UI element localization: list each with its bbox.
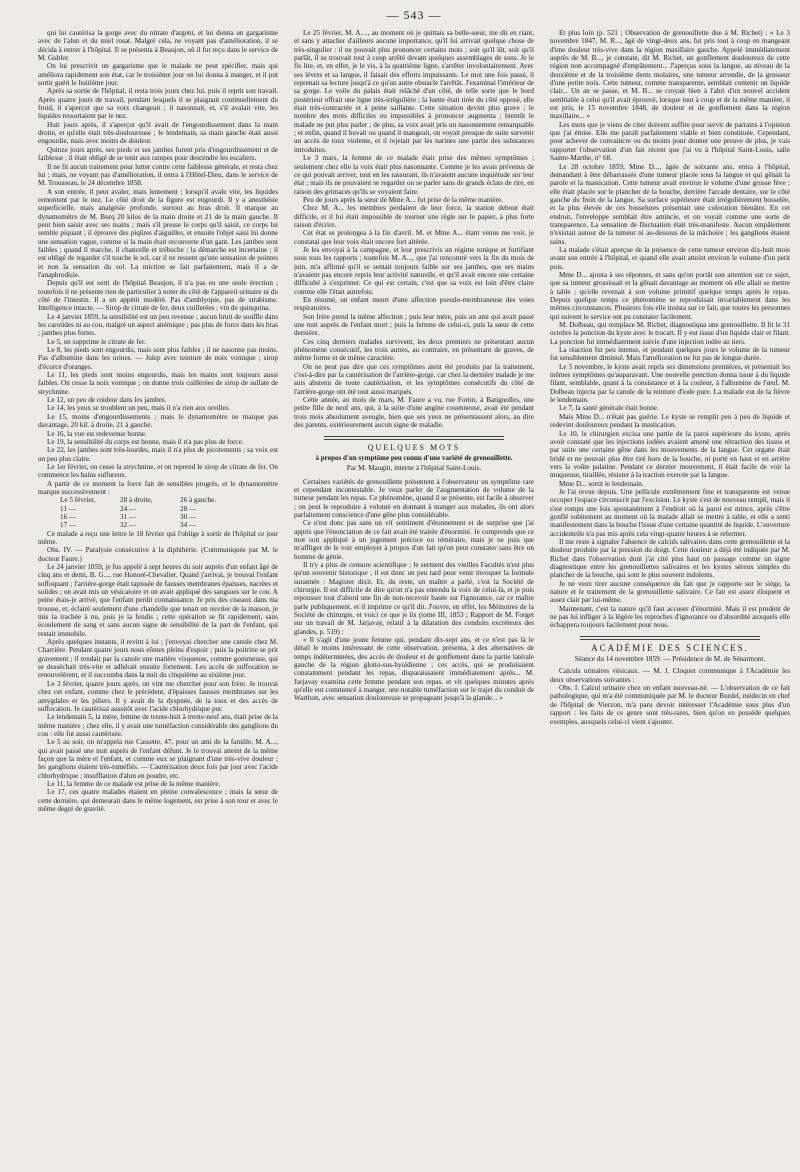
dynamometer-table	[38, 496, 278, 529]
table-cell: 28 à droite,	[120, 496, 153, 505]
paragraph: « Il s'agit d'une jeune femme qui, pendant dix-sept ans, et ce n'est pas là le détail le moins intéressant de cette observation, présenta, à des alternatives de temps indéterminées, des accès de douleur et de gonflement dans la partie latérale gauche de la région glotto-sus-hyoïdienne ; ces accès, qui se produisaient constamment pendant les repas, disparaissaient immédiatement après... M. Jarjavay examina cette femme pendant son repas, et vit quelques minutes après qu'elle eut commencé à manger, une notable tuméfaction sur le trajet du conduit de Warthon, avec sensation douloureuse se propageant jusqu'à la glande... »	[294, 636, 534, 703]
section-subtitle: à propos d'un symptôme peu connu d'une variété de grenouillette.	[315, 453, 513, 462]
table-row	[38, 505, 278, 513]
paragraph: Je les envoyai à la campagne, et leur prescrivis un régime tonique et fortifiant sous tous les rapports ; toutefois M. A..., que j'ai rencontré vers la fin du mois de juin, m'a affirmé qu'il se sentait toujours faible sur ses jambes, que ses mains n'avaient pas encore repris leur activité naturelle, et qu'il avait encore une certaine difficulté à s'exprimer. Ce qui est certain, c'est que sa voix est loin d'être claire comme elle l'était autrefois.	[294, 245, 534, 296]
table-cell: 30 —	[180, 512, 197, 521]
paragraph: La malade s'était aperçue de la présence de cette tumeur environ dix-huit mois avant son entrée à l'hôpital, et quand elle avait atteint environ le volume d'un petit pois.	[550, 245, 790, 271]
paragraph: Obs. I. Calcul urinaire chez un enfant nouveau-né. — L'observation de ce fait pathologique, qui m'a été communiquée par M. le docteur Burdel, médecin en chef de l'hôpital de Vierzon, m'a paru devoir intéresser l'Académie sous plus d'un rapport : les faits de ce genre sont très-rares, bien qu'on en possède quelques exemples, auxquels celui-ci vient s'ajouter.	[550, 684, 790, 726]
table-cell: 11 —	[60, 504, 76, 513]
column-2-article-text	[294, 478, 534, 703]
paragraph: Le 11, les pieds sont moins engourdis, mais les mains sont toujours aussi faibles. On cesse la noix vomique ; on donne trois cuillerées de sirop de sulfate de strychnine.	[38, 371, 278, 396]
paragraph: Certaines variétés de grenouillette présentent à l'observateur un symptôme rare et cependant incontestable. Je veux parler de l'augmentation de volume de la tumeur pendant les repas. Ce phénomène, quand il se présente, est facile à observer ; on peut le reproduire à volonté en donnant à manger aux malades, ils ont alors parfaitement conscience d'une gêne plus considérable.	[294, 477, 534, 519]
paragraph: Le 5 au soir, on m'appela rue Cassette, 47, pour un ami de la famille, M. A..., qui avait passé une nuit auprès de l'enfant défunt. Je le trouvai atteint de la même façon que la mère et l'enfant, et comme eux se plaignant d'une très-vive douleur ; les ganglions étaient très-tuméfiés. — Cautérisation deux fois par jour avec l'acide chlorhydrique ; insufflation d'alun en poudre, etc.	[38, 738, 278, 780]
paragraph: Le 16, la vue est redevenue bonne.	[47, 429, 147, 438]
paragraph: Chez M. A... les membres perdaient de leur force, la station debout était difficile, et il lui était impossible de tourner une règle sur le papier, à plus forte raison d'écrire.	[294, 204, 534, 229]
paragraph: Je l'ai revue depuis. Une pellicule extrêmement fine et transparente est venue occuper l'espace circonscrit par l'excision. Le kyste s'est de nouveau rempli, mais il s'est rompu une fois spontanément à l'endroit où la paroi est mince, après s'être gonflé subitement au moment où la malade allait se mettre à table, et elle a senti manifestement dans la bouche l'issue d'une certaine quantité de liquide. L'ouverture accidentelle n'a pas mis après cela vingt-quatre heures à se refermer.	[550, 487, 790, 538]
paragraph: Et plus loin (p. 521 ; Observation de grenouillette due à M. Richet) : « Le 3 novembre 1847, M. R..., âgé de vingt-deux ans, fut pris tout à coup en mangeant d'une douleur très-vive dans la région maxillaire gauche. Appelé immédiatement auprès de M. B..., je constate, dit M. Richet, un gonflement douloureux de cette région non accompagné d'empâtement... J'aperçus sous la langue, au niveau de la deuxième et de la troisième dents molaires, une tumeur arrondie, de la grosseur d'une petite noix. Cette tumeur, comme transparente, semblait contenir un liquide clair... Un an se passe, et M. B... se croyait bien à l'abri d'un nouvel accident semblable à celui qu'il avait éprouvé, lorsque tout à coup et de la même manière, il est pris, le 15 novembre 1848, de douleur et de gonflement dans la région maxillaire... »	[550, 29, 790, 121]
table-cell: 32 —	[120, 521, 137, 530]
column-3	[550, 29, 790, 1167]
table-row	[38, 496, 278, 504]
paragraph: Le 1er février, on cesse la strychnine, et on reprend le sirop de citrate de fer. On commence les bains sulfureux.	[38, 462, 278, 480]
paragraph: qui lui cautérisa la gorge avec du nitrate d'argent, et lui donna un gargarisme avec de l'alun et du miel rosat. Malgré cela, ne voyant pas d'amélioration, il se décida à entrer à l'hôpital. Il se présenta à Beaujon, où il fut reçu dans le service de M. Gubler.	[38, 29, 278, 63]
paragraph: Le 19, la sensibilité du corps est bonne, mais il n'a pas plus de force.	[47, 437, 244, 446]
paragraph: Le 24 janvier 1859, je fus appelé à sept heures du soir auprès d'un enfant âgé de cinq ans et demi, B. G..., rue Honoré-Chevalier. Quand j'arrivai, je trouvai l'enfant suffoquant ; l'arrière-gorge était tapissée de fausses membranes épaisses, nacrées et solides ; on avait mis un vésicatoire et on avait appliqué des sangsues sur le cou. A peine étais-je arrivé, que l'enfant perdit connaissance. Je pris des ciseaux dans ma trousse, et, éclairé seulement d'une chandelle que tenait un ouvrier de la maison, je mis la trachée à nu, puis je la fendis ; cette opération se fit rapidement, sans écoulement de sang et sans aucun signe de sensibilité de la part de l'enfant, qui restait immobile.	[38, 563, 278, 638]
table-cell: 16 —	[60, 512, 77, 521]
paragraph: Huit jours après, il s'aperçut qu'il avait de l'engourdissement dans la main droite, et qu'elle était très-douloureuse ; le lendemain, sa main gauche était aussi engourdie, mais avec moins de douleur.	[38, 120, 278, 146]
section-author: Par M. Maugin, interne à l'hôpital Saint-Louis.	[346, 464, 482, 473]
paragraph: Mais Mme D... n'était pas guérie. Le kyste se remplit peu à peu de liquide et redevint douloureux pendant la mastication.	[550, 412, 790, 430]
table-cell: 26 à gauche.	[180, 496, 217, 505]
paragraph: Le 14, les yeux se troublent un peu, mais il n'a rien aux oreilles.	[47, 404, 231, 413]
paragraph: Peu de jours après la sœur de Mme A... fut prise de la même manière.	[303, 195, 503, 204]
paragraph: Depuis qu'il est sorti de l'hôpital Beaujon, il n'a pas eu une seule érection ; toutefois il ne présente rien de particulier à noter du côté de l'appareil urinaire ni du côté de l'intestin. Il a un appétit modéré. Pas d'amblyopie, pas de strabisme. Intelligence intacte. — Sirop de citrate de fer, deux cuillerées ; vin de quinquina.	[38, 279, 278, 313]
column-1-text-continued	[38, 530, 278, 814]
table-cell: Le 5 février,	[60, 496, 96, 505]
paragraph: Le 8, les pieds sont engourdis, mais sont plus faibles ; il ne nasonne pas moins. Pas d'albumine dans les urines. — Julep avec teinture de noix vomique ; sirop d'écorce d'oranges.	[38, 346, 278, 371]
paragraph: Obs. IV. — Paralysie consécutive à la diphthérie. (Communiquée par M. le docteur Faure.)	[38, 546, 278, 563]
table-cell: 34 —	[180, 521, 197, 530]
column-2	[294, 29, 534, 1167]
paragraph: La réaction fut peu intense, et pendant quelques jours le volume de la tumeur fut sensiblement diminué. Mais l'amélioration ne fut pas de longue durée.	[550, 346, 790, 363]
paragraph: Le 10, le chirurgien excisa une partie de la paroi supérieure du kyste, après avoir constaté que les injections iodées avaient amené une rétraction des tissus et par suite une certaine gêne dans les mouvements de la langue. Cet organe était bridé et ne pouvait plus être tiré hors de la bouche, ni porté en haut et en arrière vers la voûte palatine. Pendant ce dernier mouvement, il était facile de voir la muqueuse, tiraillée, résister à la traction exercée par la langue.	[550, 429, 790, 480]
paragraph: Cette année, au mois de mars, M. Faure a vu, rue Fortin, à Batignolles, une petite fille de neuf ans, qui, à la suite d'une angine couenneuse, avait été pendant trois mois absolument aveugle, bien que ses yeux ne présentassent alors, au dire des parents, extérieurement aucun signe de maladie.	[294, 396, 534, 430]
paragraph: Maintenant, c'est la nature qu'il faut accuser d'énormité. Mais il est prudent de ne pas lui infliger à la légère les reproches d'ignorance ou d'absurdité auxquels elle échappera toujours facilement pour nous.	[550, 604, 790, 630]
table-row	[38, 521, 278, 529]
paragraph: Le 15, moins d'engourdissements ; mais le dynamomètre ne marque pas davantage, 20 kil. à droite, 21 à gauche.	[38, 412, 278, 430]
paragraph: Le 17, ces quatre malades étaient en pleine convalescence ; mais la sœur de cette dernière, qui demeurait dans le même logement, est prise à son tour et avec le même degré de gravité.	[38, 788, 278, 813]
paragraph: Le 28 octobre 1859, Mme D..., âgée de soixante ans, entra à l'hôpital, demandant à être débarrassée d'une tumeur placée sous la langue et qui gênait la parole et la mastication. Cette tumeur avait environ le volume d'une grosse fève ; elle était placée sur le plancher de la bouche, derrière l'arcade dentaire, sur le côté gauche du frein de la langue. Sa surface supérieure était irrégulièrement bosselée, et la plus élevée de ces bosselures présentait une coloration bleuâtre. En cet endroit, l'enveloppe semblait être amincie, et on voyait comme une sorte de transparence. La sensation de fluctuation était très-manifeste. Aucun empâtement n'existait autour de la tumeur ni au-dessous de la mâchoire ; les ganglions étaient sains.	[550, 162, 790, 246]
paragraph: Le 22, les jambes sont très-lourdes, mais il n'a plus de picotements ; sa voix est un peu plus claire.	[38, 446, 278, 463]
table-row	[38, 513, 278, 521]
paragraph: A son entrée, il peut avaler, mais lentement ; lorsqu'il avale vite, les liquides remontent par le nez. Le côté droit de la figure est engourdi. Il y a anesthésie superficielle, mais analgésie profonde, surtout au bras droit. Il marque au dynamomètre de M. Burq 20 kilos de la main droite et 21 de la main gauche. Il peut bien saisir avec ses mains ; mais s'il presse le corps qu'il saisit, ce corps lui semble piquant ; il éprouve des piqûres d'aiguilles, et ensuite l'objet saisi lui donne une sensation vague, comme si la main était recouverte d'un gant. Les jambes sont faibles ; quand il marche, il chancelle et trébuche ; la démarche est incertaine ; il est obligé de regarder s'il touche le sol, car il ne ressent qu'une sensation de pointes et non la sensation du sol. La miction se fait parfaitement, mais il a de l'anaphrodisie.	[38, 187, 278, 279]
paragraph: Cet état se prolongea à la fin d'avril. M. et Mme A... étant venus me voir, je constatai que leur voix était encore fort altérée.	[294, 229, 534, 246]
columns	[38, 29, 790, 1167]
academy-divider	[580, 636, 760, 640]
academy-session: Séance du 14 novembre 1859. — Présidence de M. de Sénarmont.	[574, 655, 766, 664]
table-cell: 24 —	[120, 504, 137, 513]
column-1-text	[38, 29, 278, 496]
paragraph: Quinze jours après, ses pieds et ses jambes furent pris d'engourdissement et de faiblesse ; il était obligé de se tenir aux rampes pour descendre les escaliers.	[38, 145, 278, 163]
paragraph: Calculs urinaires vésicaux. — M. J. Cloquet communique à l'Académie les deux observations suivantes :	[550, 667, 790, 684]
paragraph: Son frère prend la même affection ; puis leur mère, puis un ami qui avait passé une nuit auprès de l'enfant mort ; puis la femme de celui-ci, puis la sœur de cette dernière.	[294, 312, 534, 338]
paragraph: En résumé, un enfant meurt d'une affection pseudo-membraneuse des voies respiratoires.	[294, 296, 534, 313]
paragraph: Ce malade a reçu une lettre le 18 février qui l'oblige à sortir de l'hôpital ce jour même.	[38, 529, 278, 546]
paragraph: Ces cinq derniers malades survivent, les deux premiers ne présentant aucun phénomène consécutif, les trois autres, au contraire, en présentant de graves, de même forme et de même caractère.	[294, 337, 534, 363]
paragraph: Mme D... ajouta à ses réponses, et sans qu'on portât son attention sur ce sujet, que sa tumeur grossissait et la gênait davantage au moment où elle allait se mettre à table ; qu'elle revenait à son volume primitif quelque temps après le repas. Depuis quelque temps ce phénomène se reproduisait invariablement dans les mêmes circonstances. Plusieurs fois elle insista sur ce fait, que toutes les personnes qui suivent le service ont pu constater facilement.	[550, 270, 790, 321]
paragraph: Le 4 janvier 1859, la sensibilité est un peu revenue ; aucun bruit de souffle dans les carotides ni au cou, malgré un aspect anémique ; pas plus de force dans les bras ; jambes plus fortes.	[38, 312, 278, 338]
column-3-text	[550, 29, 790, 630]
paragraph: Après sa sortie de l'hôpital, il resta trois jours chez lui, puis il reprit son travail. Après quatre jours de travail, pendant lesquels il se plaignait continuellement du froid, il s'aperçut que sa voix changeait ; il nasonnait, et, s'il avalait vite, les liquides ressortaient par le nez.	[38, 87, 278, 121]
paragraph: Le 5, on supprime le citrate de fer.	[47, 337, 146, 346]
paragraph: Je ne veux tirer aucune conséquence du fait que je rapporte sur le siège, la nature et le traitement de la grenouillette salivaire. Ce fait est assez éloquent et assez clair par lui-même.	[550, 579, 790, 605]
paragraph: Les mots que je viens de citer doivent suffire pour servir de parrains à l'opinion que j'ai émise. Elle me paraît parfaitement viable et bien constituée. Cependant, pour achever de convaincre ou du moins pour donner une preuve de plus, je vais rapporter l'observation d'un fait récent que j'ai vu à l'hôpital Saint-Louis, salle Sainte-Marthe, n° 68.	[550, 120, 790, 163]
paragraph: Le 5 novembre, le kyste avait repris ses dimensions premières, et présentait les mêmes symptômes qu'auparavant. Une nouvelle ponction donna issue à du liquide filant, semblable, quant à la consistance et à la couleur, à l'albumine de l'œuf. M. Dolbeau injecta par la canule de la teinture d'iode pure. La malade eut de la fièvre le lendemain.	[550, 362, 790, 405]
section-divider	[324, 436, 504, 440]
column-1	[38, 29, 278, 1167]
paragraph: On ne peut pas dire que ces symptômes aient été produits par la traitement, c'est-à-dire par la cautérisation de l'arrière-gorge, car chez la dernière malade je me suis abstenu de toute cautérisation, et les symptômes consécutifs du côté de l'arrière-gorge ont été tout aussi marqués.	[294, 362, 534, 396]
page-number: — 543 —	[386, 8, 442, 22]
academy-title: ACADÉMIE DES SCIENCES.	[591, 642, 749, 653]
table-cell: 31 —	[120, 512, 137, 521]
paragraph: Le 11, la femme de ce malade est prise de la même manière.	[47, 779, 221, 788]
paragraph: M. Dolbeau, qui remplace M. Richet, diagnostiqua une grenouillette. Il fit le 31 octobre la ponction du kyste avec le trocart. Il y eut issue d'un liquide clair et filant. La ponction fut immédiatement suivie d'une injection iodée au tiers.	[550, 321, 790, 346]
table-cell: 17 —	[60, 521, 77, 530]
paragraph: Le lendemain 5, la mère, femme de trente-huit à trente-neuf ans, était prise de la même manière ; chez elle, il y avait une tuméfaction considérable des ganglions du cou : elle fut aussi cautérisée.	[38, 713, 278, 738]
section-title: QUELQUES MOTS	[367, 442, 461, 452]
table-cell: 28 —	[180, 504, 197, 513]
paragraph: A partir de ce moment la force fait de sensibles progrès, et le dynamomètre marque successivement :	[38, 479, 278, 496]
paragraph: Il me reste à signaler l'absence de calculs salivaires dans cette grenouillette et la douleur produite par la pression du doigt. Cette douleur a déjà été indiquée par M. Richet dans l'observation dont j'ai cité plus haut un passage comme un signe diagnostique entre les grenouillettes salivaires et les kystes séreux simples du plancher de la bouche, qui sont le plus souvent indolents.	[550, 537, 790, 580]
paragraph: Le 3 mars, la femme de ce malade était prise des mêmes symptômes ; seulement chez elle la voix était plus nasonnante. Comme je les avais prévenus de ce qui pouvait arriver, tout en les rassurant, ils n'avaient aucune inquiétude sur leur état ; mais ils ne pouvaient se regarder ou se parler sans de grands éclats de rire, en raison des grimaces qu'ils se voyaient faire.	[294, 154, 534, 196]
paragraph: Le 25 février, M. A...., au moment où je quittais sa belle-sœur, me dit en riant, et sans y attacher d'ailleurs aucune importance, qu'il lui arrivait quelque chose de très-singulier : il ne pouvait plus prononcer certains mots ; soit qu'il lût, soit qu'il parlât, il se trouvait tout à coup arrêté devant quelques assemblages de sons. Je le fis lire, et, en effet, je le vis, à la quatrième ligne, s'arrêter involontairement. Avec ses lèvres et sa langue, il faisait des efforts impuissants. Le mot une fois passé, il reprenait sa lecture jusqu'à ce qu'un autre obstacle l'arrêtât. J'examinai l'intérieur de sa gorge. Le voile du palais était relâché d'un côté, de telle sorte que le bord postérieur offrait une ligne très-irrégulière ; la luette était tirée du côté opposé, elle était très-contractée et à peine saillante. Cette situation devint plus grave ; le nombre des mots difficiles ou impossibles à prononcer augmenta ; bientôt le malade ne put plus parler ; de plus, sa voix avait pris un nasonnement remarquable ; et enfin, quand il buvait ou quand il mangeait, on voyait presque de suite survenir un accès de toux violente, et il rejetait par les narines une partie des substances introduites.	[294, 29, 534, 154]
paragraph: Après quelques instants, il revint à lui ; j'envoyai chercher une canule chez M. Charrière. Pendant quatre jours nous eûmes pleins d'espoir ; puis la poitrine se prit gravement ; il rendait par la canule une matière visqueuse, comme gommeuse, qui se desséchait très-vite et adhérait ensuite fortement. Les accès de suffocation se renouvelèrent, et il succomba dans la nuit du cinquième au sixième jour.	[38, 638, 278, 680]
column-3-academy-text	[550, 667, 790, 725]
paragraph: Le 7, la santé générale était bonne.	[559, 404, 659, 413]
paragraph: Il n'y a plus de censure scientifique ; le serment des vieilles Facultés n'est plus qu'un souvenir historique ; il est donc un peu tard pour venir invoquer la formule surannée : Magister dixit. Et, du reste, un maître a parlé, c'est la Société de chirurgie. Il est difficile de dire qu'on n'a pas entendu la voix de celui-là, et je puis repousser tout d'abord une fin de non-recevoir basée sur l'ignorance, car ce maître parle publiquement, et il imprime ce qu'il dit. J'ouvre, en effet, les Mémoires de la Société de chirurgie, et voici ce que je lis (tome III, 1853 ; Rapport de M. Forget sur un travail de M. Jarjavay, relatif à la dilatation des conduits excréteurs des glandes, p. 519) :	[294, 560, 534, 636]
paragraph: Il ne fit aucun traitement pour lutter contre cette faiblesse générale, et resta chez lui ; mais, ne voyant pas d'amélioration, il entra à l'Hôtel-Dieu, dans le service de M. Trousseau, le 24 décembre 1858.	[38, 162, 278, 188]
paragraph: On lui prescrivit un gargarisme que le malade ne peut spécifier, mais qui améliora rapidement son état, car le troisième jour on lui donna à manger, et il put sortir guéri le huitième jour.	[38, 62, 278, 88]
paragraph: Le 3 février, quatre jours après, on vint me chercher pour son frère. Je trouvai chez cet enfant, comme chez le précédent, d'épaisses fausses membranes sur les amygdales et les piliers. Il y avait de la dyspnée, de la toux et des accès de suffocation. Je cautérisai aussitôt avec l'acide chlorhydrique pur.	[38, 679, 278, 713]
paragraph: Ce n'est donc pas sans un vif sentiment d'étonnement et de surprise que j'ai appris que l'énonciation de ce fait avait été traitée d'énormité. Je comprends que ce mot soit appliqué à un jugement précoce ou téméraire, mais je ne puis que m'affliger de le voir employer à propos d'un fait qu'on peut constater sans être un homme de génie.	[294, 519, 534, 561]
paragraph: Mme D... sortit le lendemain.	[559, 479, 644, 488]
paragraph: Le 12, un peu de roideur dans les jambes.	[47, 396, 167, 405]
column-2-text	[294, 29, 534, 430]
